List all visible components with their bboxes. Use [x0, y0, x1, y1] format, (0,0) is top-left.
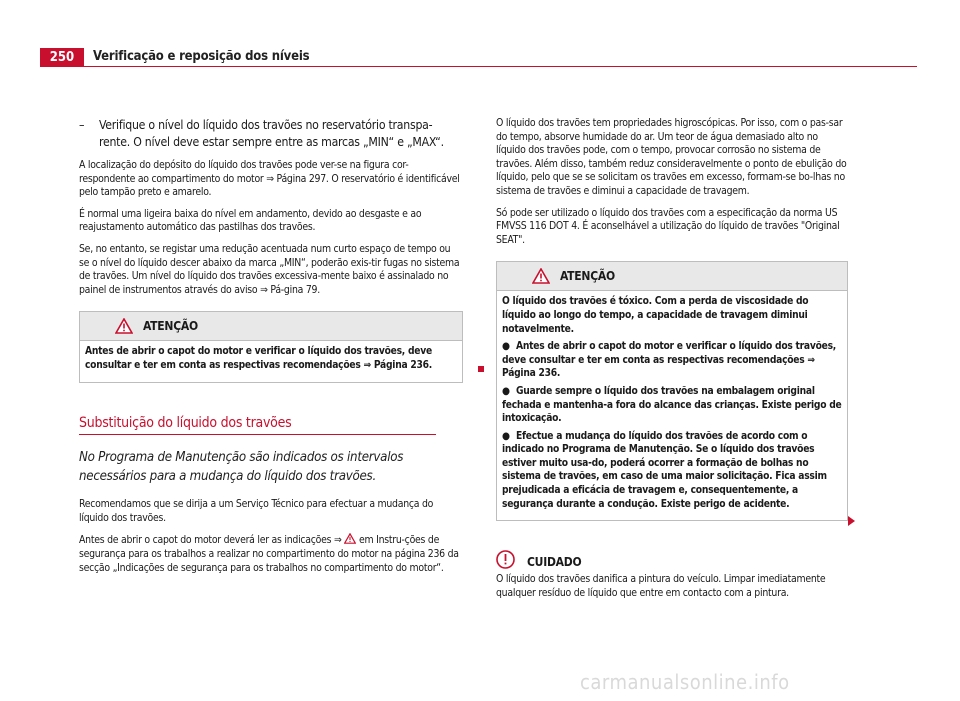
caution-text: O líquido dos travões danifica a pintura do veículo. Limpar imediatamente qualquer resíduo de líquido que entre em contacto com a pintura.: [496, 573, 826, 599]
paragraph-text: em Instru-ções de segurança para os trabalhos a realizar no compartimento do motor na página 236 da secção „Indicações de segurança para os trabalhos no compartimento do motor“.: [79, 534, 459, 574]
warning-header: [80, 312, 462, 341]
continue-arrow-icon: [848, 516, 855, 526]
watermark: carmanualsonline.info: [580, 670, 790, 694]
bullet-icon: ●: [502, 341, 510, 353]
warning-body: [497, 291, 847, 520]
right-column: [496, 117, 848, 608]
paragraph: [79, 533, 463, 575]
caution-header: [496, 547, 848, 569]
bullet-icon: ●: [502, 430, 510, 442]
warning-triangle-icon: [344, 533, 356, 544]
left-column: [79, 117, 463, 583]
paragraph: É normal uma ligeira baixa do nível em andamento, devido ao desgaste e ao reajustamento automático das pastilhas dos travões.: [79, 207, 422, 234]
section-title: Substituição do líquido dos travões: [79, 417, 436, 436]
warning-box: [496, 261, 848, 521]
caution-title: CUIDADO: [527, 554, 582, 569]
warning-body: [80, 341, 462, 381]
paragraph: O líquido dos travões tem propriedades higroscópicas. Por isso, com o pas-sar do tempo, absorve humidade do ar. Um teor de água demasiado alto no líquido dos travões pode, com o tempo, provocar corrosão no sistema de travões. Além disso, também reduz consideravelmente o ponto de ebulição do líquido, pelo que se se solicitam os travões em excesso, formam-se bo-lhas no sistema de travões e diminui a capacidade de travagem.: [496, 117, 847, 197]
warning-header: [497, 262, 847, 291]
caution-circle-icon: [496, 550, 515, 569]
warning-triangle-icon: [115, 318, 133, 334]
warning-text: Antes de abrir o capot do motor e verificar o líquido dos travões, deve consultar e ter em conta as respectivas recomendações ⇒ Página 236.: [85, 346, 432, 371]
bullet-text: Guarde sempre o líquido dos travões na embalagem original fechada e mantenha-a fora do alcance das crianças. Existe perigo de intoxicação.: [502, 385, 842, 425]
page-title: Verificação e reposição dos níveis: [93, 49, 310, 64]
paragraph: A localização do depósito do líquido dos travões pode ver-se na figura cor-respondente ao compartimento do motor ⇒ Página 297. O reservatório é identificável pelo tampão preto e amarelo.: [79, 159, 460, 199]
paragraph: Se, no entanto, se registar uma redução acentuada num curto espaço de tempo ou se o nível do líquido descer abaixo da marca „MIN“, poderão exis-tir fugas no sistema de travões. Um nível do líquido dos travões excessiva-mente baixo é assinalado no painel de instrumentos através do aviso ⇒ Pá-gina 79.: [79, 242, 460, 296]
warning-lead: O líquido dos travões é tóxico. Com a perda de viscosidade do líquido ao longo do tempo, a capacidade de travagem diminui notavelmente.: [502, 296, 809, 335]
warning-triangle-icon: [532, 268, 550, 284]
end-marker-square: [478, 366, 484, 372]
dash-marker: –: [79, 118, 85, 132]
bullet-icon: ●: [502, 385, 510, 397]
header-divider: [40, 66, 917, 67]
paragraph-text: Antes de abrir o capot do motor deverá ler as indicações ⇒: [79, 534, 342, 547]
bullet-text: Antes de abrir o capot do motor e verificar o líquido dos travões, deve consultar e ter em conta as respectivas recomendações ⇒ Página 236.: [502, 341, 837, 380]
page-number: 250: [40, 48, 84, 67]
paragraph: Só pode ser utilizado o líquido dos travões com a especificação da norma US FMVSS 116 DOT 4. É aconselhável a utilização do líquido de travões "Original SEAT".: [496, 206, 840, 246]
instruction-text: Verifique o nível do líquido dos travões no reservatório transpa-rente. O nível deve estar sempre entre as marcas „MIN“ e „MAX“.: [99, 118, 444, 149]
paragraph: Recomendamos que se dirija a um Serviço Técnico para efectuar a mudança do líquido dos travões.: [79, 498, 434, 524]
section-intro: No Programa de Manutenção são indicados os intervalos necessários para a mudança do líquido dos travões.: [79, 450, 404, 485]
warning-bullet: [502, 340, 842, 381]
warning-bullet: [502, 385, 842, 426]
warning-title: ATENÇÃO: [143, 318, 198, 333]
bullet-text: Efectue a mudança do líquido dos travões de acordo com o indicado no Programa de Manutenção. Se o líquido dos travões estiver muito usa-do, poderá ocorrer a formação de bolhas no sistema de travões, em caso de uma maior solicitação. Fica assim prejudicada a eficácia de travagem e, consequentemente, a segurança durante a condução. Existe perigo de acidente.: [502, 430, 827, 510]
warning-box: [79, 311, 463, 382]
warning-title: ATENÇÃO: [560, 268, 615, 283]
instruction-step: [79, 117, 463, 150]
warning-bullet: [502, 430, 842, 512]
